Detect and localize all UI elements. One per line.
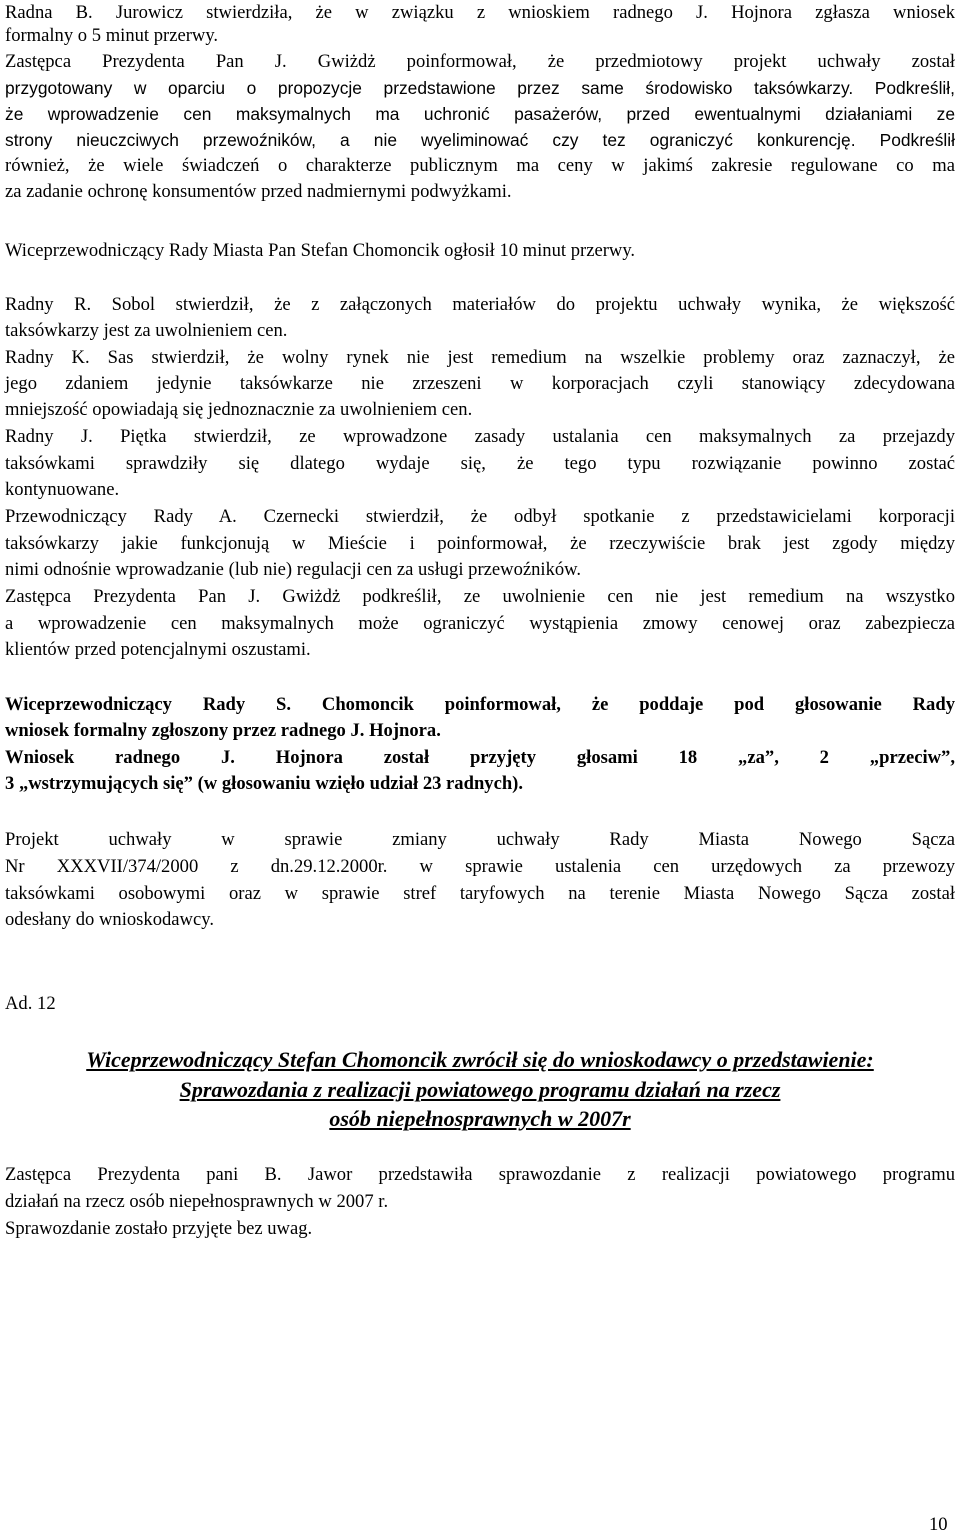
text-line: 3 „wstrzymujących się” (w głosowaniu wzięło udział 23 radnych).: [5, 773, 524, 794]
page-number: 10: [929, 1514, 948, 1535]
text-line: strony nieuczciwych przewoźników, a nie wyeliminować czy tez ograniczyć konkurencję. Podkreślił: [5, 130, 955, 150]
text-line: klientów przed potencjalnymi oszustami.: [5, 639, 311, 660]
text-line: Wiceprzewodniczący Rady Miasta Pan Stefan Chomoncik ogłosił 10 minut przerwy.: [5, 240, 636, 261]
text-line: działań na rzecz osób niepełnosprawnych w 2007 r.: [5, 1191, 389, 1212]
section-heading-line: Wiceprzewodniczący Stefan Chomoncik zwrócił się do wnioskodawcy o przedstawienie:: [86, 1047, 874, 1072]
text-line: Zastępca Prezydenta pani B. Jawor przedstawiła sprawozdanie z realizacji powiatowego programu: [5, 1164, 955, 1185]
text-line: Radny R. Sobol stwierdził, że z załączonych materiałów do projektu uchwały wynika, że większość: [5, 294, 955, 315]
text-line: Sprawozdanie zostało przyjęte bez uwag.: [5, 1218, 313, 1239]
text-line: Zastępca Prezydenta Pan J. Gwiżdż poinformował, że przedmiotowy projekt uchwały został: [5, 51, 955, 72]
text-line: taksówkami sprawdziły się dlatego wydaje się, że tego typu rozwiązanie powinno zostać: [5, 453, 955, 474]
text-line: Wniosek radnego J. Hojnora został przyjęty głosami 18 „za”, 2 „przeciw”,: [5, 747, 955, 768]
text-line: taksówkami osobowymi oraz w sprawie stref taryfowych na terenie Miasta Nowego Sącza został: [5, 883, 955, 904]
text-line: mniejszość opowiadają się jednoznacznie za uwolnieniem cen.: [5, 399, 473, 420]
text-line: Radny J. Piętka stwierdził, ze wprowadzone zasady ustalania cen maksymalnych za przejazdy: [5, 426, 955, 447]
section-heading-line: osób niepełnosprawnych w 2007r: [329, 1106, 631, 1131]
text-line: Nr XXXVII/374/2000 z dn.29.12.2000r. w sprawie ustalenia cen urzędowych za przewozy: [5, 856, 955, 877]
text-line: a wprowadzenie cen maksymalnych może ograniczyć wystąpienia zmowy cenowej oraz zabezpiecza: [5, 613, 955, 634]
text-line: również, że wiele świadczeń o charakterze publicznym ma ceny w jakimś zakresie regulowane co ma: [5, 155, 955, 176]
text-line: Radny K. Sas stwierdził, że wolny rynek nie jest remedium na wszelkie problemy oraz zaznaczył, że: [5, 347, 955, 368]
text-line: jego zdaniem jedynie taksówkarze nie zrzeszeni w korporacjach czyli stanowiący zdecydowana: [5, 373, 955, 394]
text-line: Wiceprzewodniczący Rady S. Chomoncik poinformował, że poddaje pod głosowanie Rady: [5, 694, 955, 715]
agenda-item-label: Ad. 12: [5, 993, 56, 1014]
text-line: taksówkarzy jakie funkcjonują w Mieście i poinformował, że rzeczywiście brak jest zgody między: [5, 533, 955, 554]
text-line: formalny o 5 minut przerwy.: [5, 25, 219, 46]
text-line: Zastępca Prezydenta Pan J. Gwiżdż podkreślił, ze uwolnienie cen nie jest remedium na wszystko: [5, 586, 955, 607]
text-line: Projekt uchwały w sprawie zmiany uchwały Rady Miasta Nowego Sącza: [5, 829, 955, 850]
text-line: przygotowany w oparciu o propozycje przedstawione przez same środowisko taksówkarzy. Podkreślił,: [5, 78, 955, 98]
text-line: wniosek formalny zgłoszony przez radnego J. Hojnora.: [5, 720, 441, 741]
text-line: że wprowadzenie cen maksymalnych ma uchronić pasażerów, przed ewentualnymi działaniami ze: [5, 104, 955, 124]
text-line: Radna B. Jurowicz stwierdziła, że w związku z wnioskiem radnego J. Hojnora zgłasza wniosek: [5, 2, 955, 23]
text-line: nimi odnośnie wprowadzanie (lub nie) regulacji cen za usługi przewoźników.: [5, 559, 582, 580]
section-heading-line: Sprawozdania z realizacji powiatowego programu działań na rzecz: [179, 1077, 781, 1102]
text-line: odesłany do wnioskodawcy.: [5, 909, 214, 930]
text-line: za zadanie ochronę konsumentów przed nadmiernymi podwyżkami.: [5, 181, 512, 202]
text-line: Przewodniczący Rady A. Czernecki stwierdził, że odbył spotkanie z przedstawicielami korporacji: [5, 506, 955, 527]
text-line: kontynuowane.: [5, 479, 120, 500]
text-line: taksówkarzy jest za uwolnieniem cen.: [5, 320, 288, 341]
